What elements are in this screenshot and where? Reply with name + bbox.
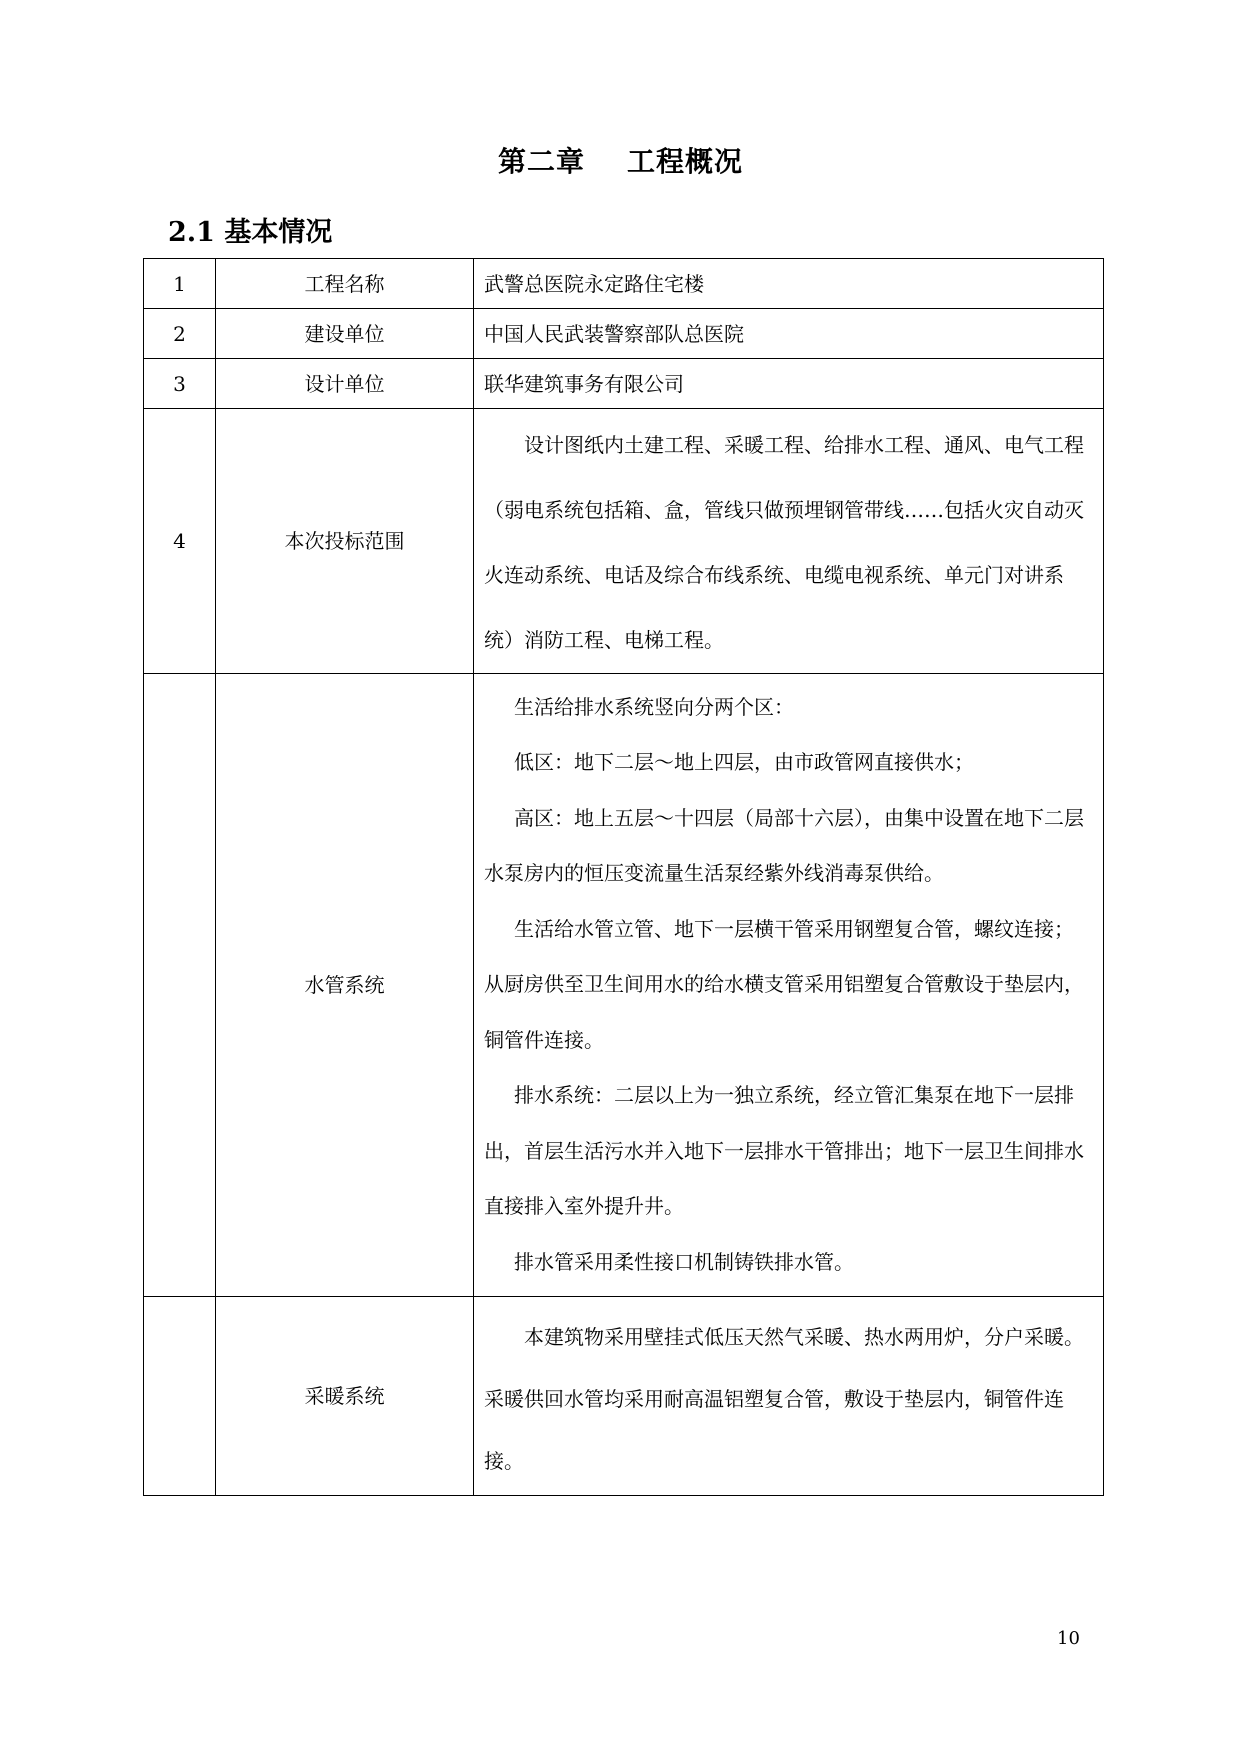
row-value bbox=[474, 409, 1104, 674]
row-label: 本次投标范围 bbox=[216, 409, 474, 674]
row-label: 建设单位 bbox=[216, 309, 474, 359]
row-number: 4 bbox=[144, 409, 216, 674]
row-value: 中国人民武装警察部队总医院 bbox=[474, 309, 1104, 359]
table-row bbox=[144, 674, 1104, 1297]
bid-scope-text: 设计图纸内土建工程、采暖工程、给排水工程、通风、电气工程（弱电系统包括箱、盒，管线只做预埋钢管带线……包括火灾自动灭火连动系统、电话及综合布线系统、电缆电视系统、单元门对讲系统）消防工程、电梯工程。 bbox=[484, 433, 1084, 652]
row-number: 1 bbox=[144, 259, 216, 309]
table-row bbox=[144, 309, 1104, 359]
table-row bbox=[144, 1297, 1104, 1496]
row-label: 采暖系统 bbox=[216, 1297, 474, 1496]
row-number: 3 bbox=[144, 359, 216, 409]
paragraph: 低区：地下二层～地上四层，由市政管网直接供水； bbox=[514, 750, 974, 775]
page-number: 10 bbox=[1057, 1628, 1080, 1649]
table-row bbox=[144, 409, 1104, 674]
row-value: 联华建筑事务有限公司 bbox=[474, 359, 1104, 409]
heating-text: 本建筑物采用壁挂式低压天然气采暖、热水两用炉，分户采暖。采暖供回水管均采用耐高温铝塑复合管，敷设于垫层内，铜管件连接。 bbox=[484, 1325, 1084, 1473]
row-value: 武警总医院永定路住宅楼 bbox=[474, 259, 1104, 309]
project-info-table bbox=[143, 258, 1104, 1496]
paragraph: 生活给排水系统竖向分两个区： bbox=[514, 694, 794, 719]
chapter-title bbox=[0, 140, 1241, 180]
row-number: 2 bbox=[144, 309, 216, 359]
table-row bbox=[144, 359, 1104, 409]
row-number bbox=[144, 674, 216, 1297]
row-value bbox=[474, 674, 1104, 1297]
row-value bbox=[474, 1297, 1104, 1496]
paragraph: 排水系统：二层以上为一独立系统，经立管汇集泵在地下一层排出，首层生活污水并入地下一层排水干管排出；地下一层卫生间排水直接排入室外提升井。 bbox=[484, 1083, 1084, 1219]
row-label: 设计单位 bbox=[216, 359, 474, 409]
paragraph: 排水管采用柔性接口机制铸铁排水管。 bbox=[514, 1249, 854, 1274]
paragraph: 生活给水管立管、地下一层横干管采用钢塑复合管，螺纹连接；从厨房供至卫生间用水的给水横支管采用铝塑复合管敷设于垫层内，铜管件连接。 bbox=[484, 916, 1084, 1052]
row-label: 工程名称 bbox=[216, 259, 474, 309]
paragraph: 高区：地上五层～十四层（局部十六层），由集中设置在地下二层水泵房内的恒压变流量生活泵经紫外线消毒泵供给。 bbox=[484, 805, 1084, 886]
row-label: 水管系统 bbox=[216, 674, 474, 1297]
section-title: 2.1 基本情况 bbox=[168, 217, 333, 248]
chapter-number: 第二章 bbox=[497, 145, 585, 178]
chapter-name: 工程概况 bbox=[627, 145, 744, 178]
table-row bbox=[144, 259, 1104, 309]
row-number bbox=[144, 1297, 216, 1496]
